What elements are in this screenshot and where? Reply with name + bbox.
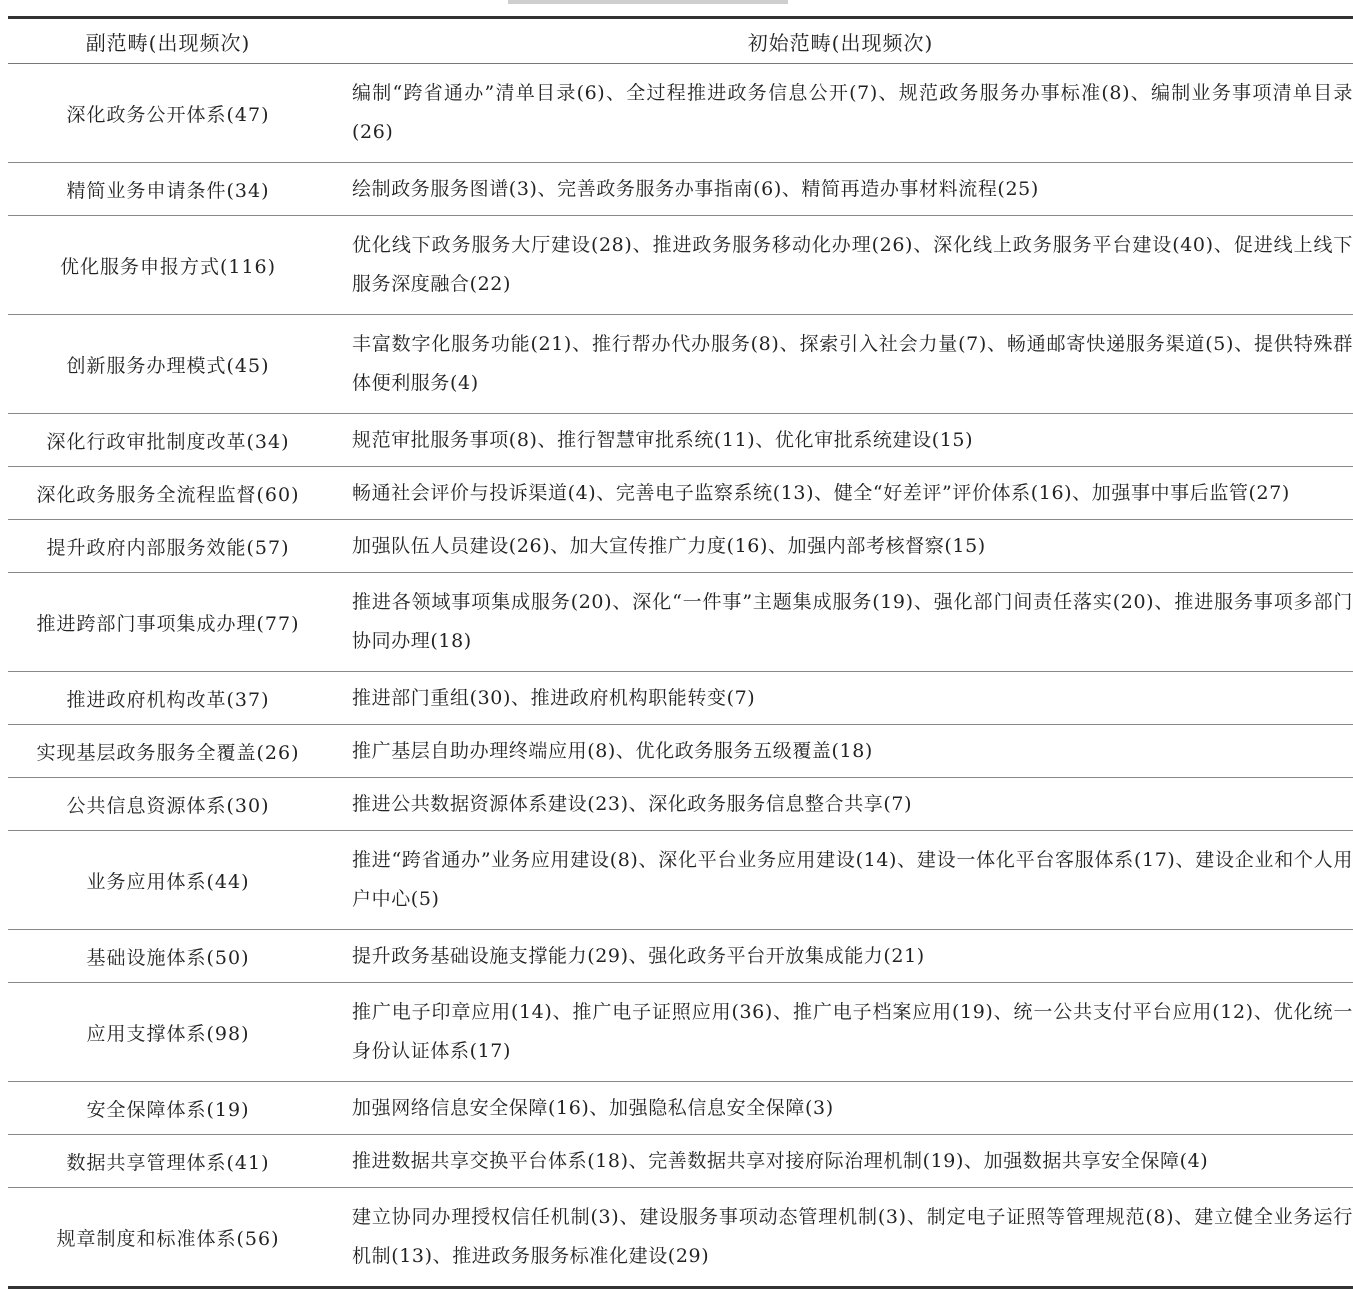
table-row: [8, 64, 1353, 163]
initial-category-cell: 建立协同办理授权信任机制(3)、建设服务事项动态管理机制(3)、制定电子证照等管理规范(8)、建立健全业务运行机制(13)、推进政务服务标准化建设(29): [352, 1206, 1353, 1267]
sub-category-cell: 数据共享管理体系(41): [66, 1151, 270, 1174]
table-row: [8, 778, 1353, 831]
table-row: [8, 983, 1353, 1082]
initial-category-cell: 推广基层自助办理终端应用(8)、优化政务服务五级覆盖(18): [352, 739, 873, 762]
table-row: [8, 725, 1353, 778]
header-row: [8, 18, 1353, 64]
initial-category-cell: 规范审批服务事项(8)、推行智慧审批系统(11)、优化审批系统建设(15): [352, 428, 974, 451]
initial-category-cell: 推进“跨省通办”业务应用建设(8)、深化平台业务应用建设(14)、建设一体化平台客服体系(17)、建设企业和个人用户中心(5): [352, 849, 1353, 910]
header-initial-category: 初始范畴(出现频次): [747, 30, 934, 55]
sub-category-cell: 基础设施体系(50): [86, 946, 250, 969]
table-row: [8, 163, 1353, 216]
initial-category-cell: 加强网络信息安全保障(16)、加强隐私信息安全保障(3): [352, 1096, 834, 1119]
table-row: [8, 573, 1353, 672]
table-row: [8, 672, 1353, 725]
table-row: [8, 315, 1353, 414]
sub-category-cell: 业务应用体系(44): [86, 870, 250, 893]
table-row: [8, 520, 1353, 573]
sub-category-cell: 创新服务办理模式(45): [66, 354, 270, 377]
sub-category-cell: 优化服务申报方式(116): [59, 255, 277, 278]
initial-category-cell: 推进数据共享交换平台体系(18)、完善数据共享对接府际治理机制(19)、加强数据共享安全保障(4): [352, 1149, 1209, 1172]
table-row: [8, 467, 1353, 520]
cropped-caption-remnant: [508, 0, 788, 4]
sub-category-cell: 规章制度和标准体系(56): [56, 1227, 280, 1250]
initial-category-cell: 编制“跨省通办”清单目录(6)、全过程推进政务信息公开(7)、规范政务服务办事标准(8)、编制业务事项清单目录(26): [352, 82, 1353, 143]
table-row: [8, 1135, 1353, 1188]
sub-category-cell: 实现基层政务服务全覆盖(26): [36, 741, 300, 764]
sub-category-cell: 深化政务公开体系(47): [66, 103, 270, 126]
table-page: [8, 0, 1353, 1267]
table-row: [8, 1082, 1353, 1135]
sub-category-cell: 公共信息资源体系(30): [66, 794, 270, 817]
initial-category-cell: 推进各领域事项集成服务(20)、深化“一件事”主题集成服务(19)、强化部门间责任落实(20)、推进服务事项多部门协同办理(18): [352, 591, 1353, 652]
initial-category-cell: 推进公共数据资源体系建设(23)、深化政务服务信息整合共享(7): [352, 792, 913, 815]
category-table: [8, 16, 1353, 1289]
initial-category-cell: 加强队伍人员建设(26)、加大宣传推广力度(16)、加强内部考核督察(15): [352, 534, 986, 557]
sub-category-cell: 深化行政审批制度改革(34): [46, 430, 290, 453]
initial-category-cell: 推进部门重组(30)、推进政府机构职能转变(7): [352, 686, 756, 709]
table-row: [8, 216, 1353, 315]
sub-category-cell: 精简业务申请条件(34): [66, 179, 270, 202]
sub-category-cell: 深化政务服务全流程监督(60): [36, 483, 300, 506]
initial-category-cell: 优化线下政务服务大厅建设(28)、推进政务服务移动化办理(26)、深化线上政务服务平台建设(40)、促进线上线下服务深度融合(22): [352, 234, 1353, 295]
sub-category-cell: 安全保障体系(19): [86, 1098, 250, 1121]
table-row: [8, 930, 1353, 983]
initial-category-cell: 畅通社会评价与投诉渠道(4)、完善电子监察系统(13)、健全“好差评”评价体系(16)、加强事中事后监管(27): [352, 481, 1290, 504]
initial-category-cell: 推广电子印章应用(14)、推广电子证照应用(36)、推广电子档案应用(19)、统一公共支付平台应用(12)、优化统一身份认证体系(17): [352, 1001, 1353, 1062]
initial-category-cell: 提升政务基础设施支撑能力(29)、强化政务平台开放集成能力(21): [352, 944, 925, 967]
sub-category-cell: 提升政府内部服务效能(57): [46, 536, 290, 559]
table-row: [8, 831, 1353, 930]
initial-category-cell: 丰富数字化服务功能(21)、推行帮办代办服务(8)、探索引入社会力量(7)、畅通邮寄快递服务渠道(5)、提供特殊群体便利服务(4): [352, 333, 1353, 394]
sub-category-cell: 推进跨部门事项集成办理(77): [36, 612, 300, 635]
sub-category-cell: 应用支撑体系(98): [86, 1022, 250, 1045]
table-row: [8, 1188, 1353, 1288]
sub-category-cell: 推进政府机构改革(37): [66, 688, 270, 711]
initial-category-cell: 绘制政务服务图谱(3)、完善政务服务办事指南(6)、精简再造办事材料流程(25): [352, 177, 1039, 200]
table-row: [8, 414, 1353, 467]
header-sub-category: 副范畴(出现频次): [85, 30, 251, 55]
